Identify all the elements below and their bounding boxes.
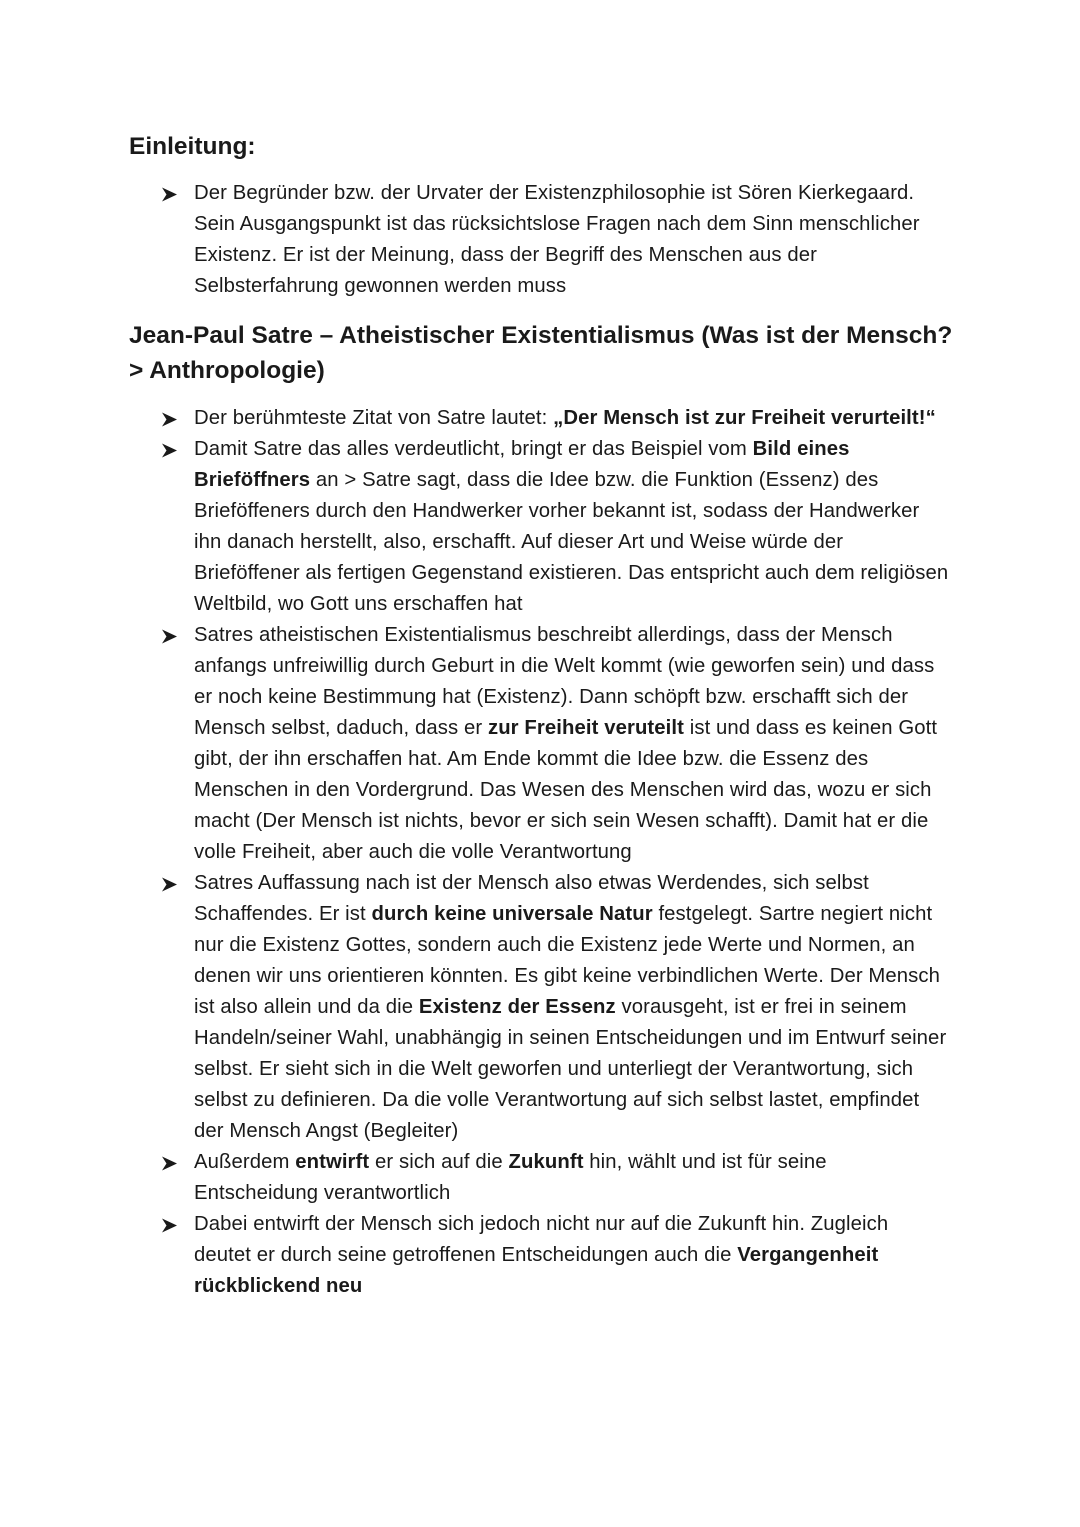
text-span: Dabei entwirft der Mensch sich jedoch nicht nur auf die Zukunft hin. Zugleich deutet er durch seine getroffenen Entscheidungen auch die	[194, 1213, 889, 1266]
bullet-item	[0, 620, 950, 868]
arrowhead-bullet-icon	[161, 628, 178, 645]
bullet-item	[0, 403, 950, 434]
text-span: vorausgeht, ist er frei in seinem Handeln/seiner Wahl, unabhängig in seinen Entscheidungen und im Entwurf seiner selbst. Er sieht sich in die Welt geworfen und unterliegt der Verantwortung, sich selbst zu definieren. Da die volle Verantwortung auf sich selbst lastet, empfindet der Mensch Angst (Begleiter)	[194, 996, 947, 1142]
bullet-item	[0, 868, 950, 1147]
bold-text: entwirft	[295, 1151, 370, 1173]
bullet-item	[0, 434, 950, 620]
arrowhead-bullet-icon	[161, 876, 178, 893]
arrowhead-bullet-icon	[161, 442, 178, 459]
bold-text: zur Freiheit veruteilt	[487, 717, 684, 739]
arrowhead-bullet-icon	[161, 411, 178, 428]
section-heading-satre: Jean-Paul Satre – Atheistischer Existentialismus (Was ist der Mensch? > Anthropologie)	[129, 322, 953, 384]
text-span: Der berühmteste Zitat von Satre lautet:	[194, 407, 554, 429]
bold-text: Zukunft	[508, 1151, 584, 1173]
bullet-list-einleitung	[0, 178, 950, 302]
bold-text: „Der Mensch ist zur Freiheit verurteilt!“	[553, 407, 936, 429]
text-span: er sich auf die	[369, 1151, 509, 1173]
text-span: hin, wählt und ist für seine Entscheidung verantwortlich	[194, 1151, 827, 1204]
text-span: Satres Auffassung nach ist der Mensch also etwas Werdendes, sich selbst Schaffendes. Er ist	[194, 872, 869, 925]
text-span: festgelegt. Sartre negiert nicht nur die Existenz Gottes, sondern auch die Existenz jede Werte und Normen, an denen wir uns orientieren könnten. Es gibt keine verbindlichen Werte. Der Mensch ist also allein und da die	[194, 903, 941, 1018]
bullet-item	[0, 1147, 950, 1209]
section-heading-einleitung: Einleitung:	[129, 133, 256, 160]
text-span: ist und dass es keinen Gott gibt, der ihn erschaffen hat. Am Ende kommt die Idee bzw. die Essenz des Menschen in den Vordergrund. Das Wesen des Menschen wird das, wozu er sich macht (Der Mensch ist nichts, bevor er sich sein Wesen schafft). Damit hat er die volle Freiheit, aber auch die volle Verantwortung	[194, 717, 938, 863]
bold-text: Vergangenheit rückblickend neu	[194, 1244, 879, 1297]
bold-text: durch keine universale Natur	[371, 903, 653, 925]
text-span: Der Begründer bzw. der Urvater der Existenzphilosophie ist Sören Kierkegaard. Sein Ausgangspunkt ist das rücksichtslose Fragen nach dem Sinn menschlicher Existenz. Er ist der Meinung, dass der Begriff des Menschen aus der Selbsterfahrung gewonnen werden muss	[194, 182, 920, 297]
arrowhead-bullet-icon	[161, 186, 178, 203]
bullet-item	[0, 1209, 950, 1302]
text-span: Damit Satre das alles verdeutlicht, bringt er das Beispiel vom	[194, 438, 753, 460]
bullet-item	[0, 178, 950, 302]
arrowhead-bullet-icon	[161, 1217, 178, 1234]
text-span: an > Satre sagt, dass die Idee bzw. die Funktion (Essenz) des Brieföffeners durch den Handwerker vorher bekannt ist, sodass der Handwerker ihn danach herstellt, also, erschafft. Auf dieser Art und Weise würde der Brieföffener als fertigen Gegenstand existieren. Das entspricht auch dem religiösen Weltbild, wo Gott uns erschaffen hat	[194, 469, 949, 615]
text-span: Satres atheistischen Existentialismus beschreibt allerdings, dass der Mensch anfangs unfreiwillig durch Geburt in die Welt kommt (wie geworfen sein) und dass er noch keine Bestimmung hat (Existenz). Dann schöpft bzw. erschafft sich der Mensch selbst, daduch, dass er	[194, 624, 935, 739]
text-span: Außerdem	[194, 1151, 296, 1173]
arrowhead-bullet-icon	[161, 1155, 178, 1172]
bold-text: Existenz der Essenz	[418, 996, 616, 1018]
bullet-list-satre	[0, 403, 950, 1302]
bold-text: Bild eines Brieföffners	[194, 438, 850, 491]
